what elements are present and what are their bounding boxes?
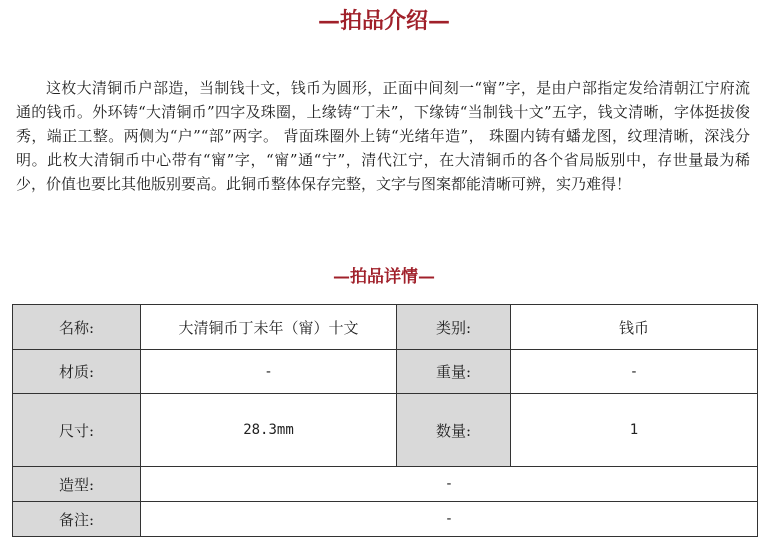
- shape-label: 造型:: [13, 467, 141, 502]
- table-row: [13, 467, 758, 502]
- lot-details-table: [12, 304, 758, 537]
- table-row: [13, 502, 758, 537]
- section-title-introduction: —拍品介绍—: [317, 8, 450, 34]
- size-label: 尺寸:: [13, 394, 141, 467]
- name-label: 名称:: [13, 305, 141, 350]
- weight-label: 重量:: [397, 350, 511, 394]
- table-row: [13, 350, 758, 394]
- notes-label: 备注:: [13, 502, 141, 537]
- shape-value: -: [141, 467, 758, 502]
- quantity-value: 1: [511, 394, 758, 467]
- table-row: [13, 305, 758, 350]
- material-value: -: [141, 350, 397, 394]
- notes-value: -: [141, 502, 758, 537]
- name-value: 大清铜币丁未年（甯）十文: [141, 305, 397, 350]
- lot-description: 这枚大清铜币户部造，当制钱十文，钱币为圆形，正面中间刻一“甯”字，是由户部指定发给清朝江宁府流通的钱币。外环铸“大清铜币”四字及珠圈，上缘铸“丁未”，下缘铸“当制钱十文”五字，钱文清晰，字体挺拔俊秀，端正工整。两侧为“户”“部”两字。 背面珠圈外上铸“光绪年造”， 珠圈内铸有蟠龙图，纹理清晰，深浅分明。此枚大清铜币中心带有“甯”字，“甯”通“宁”，清代江宁，在大清铜币的各个省局版别中，存世量最为稀少，价值也要比其他版别要高。此铜币整体保存完整，文字与图案都能清晰可辨，实乃难得！: [16, 79, 750, 193]
- quantity-label: 数量:: [397, 394, 511, 467]
- category-value: 钱币: [511, 305, 758, 350]
- material-label: 材质:: [13, 350, 141, 394]
- table-row: [13, 394, 758, 467]
- weight-value: -: [511, 350, 758, 394]
- category-label: 类别:: [397, 305, 511, 350]
- size-value: 28.3mm: [141, 394, 397, 467]
- section-title-details: —拍品详情—: [333, 267, 435, 287]
